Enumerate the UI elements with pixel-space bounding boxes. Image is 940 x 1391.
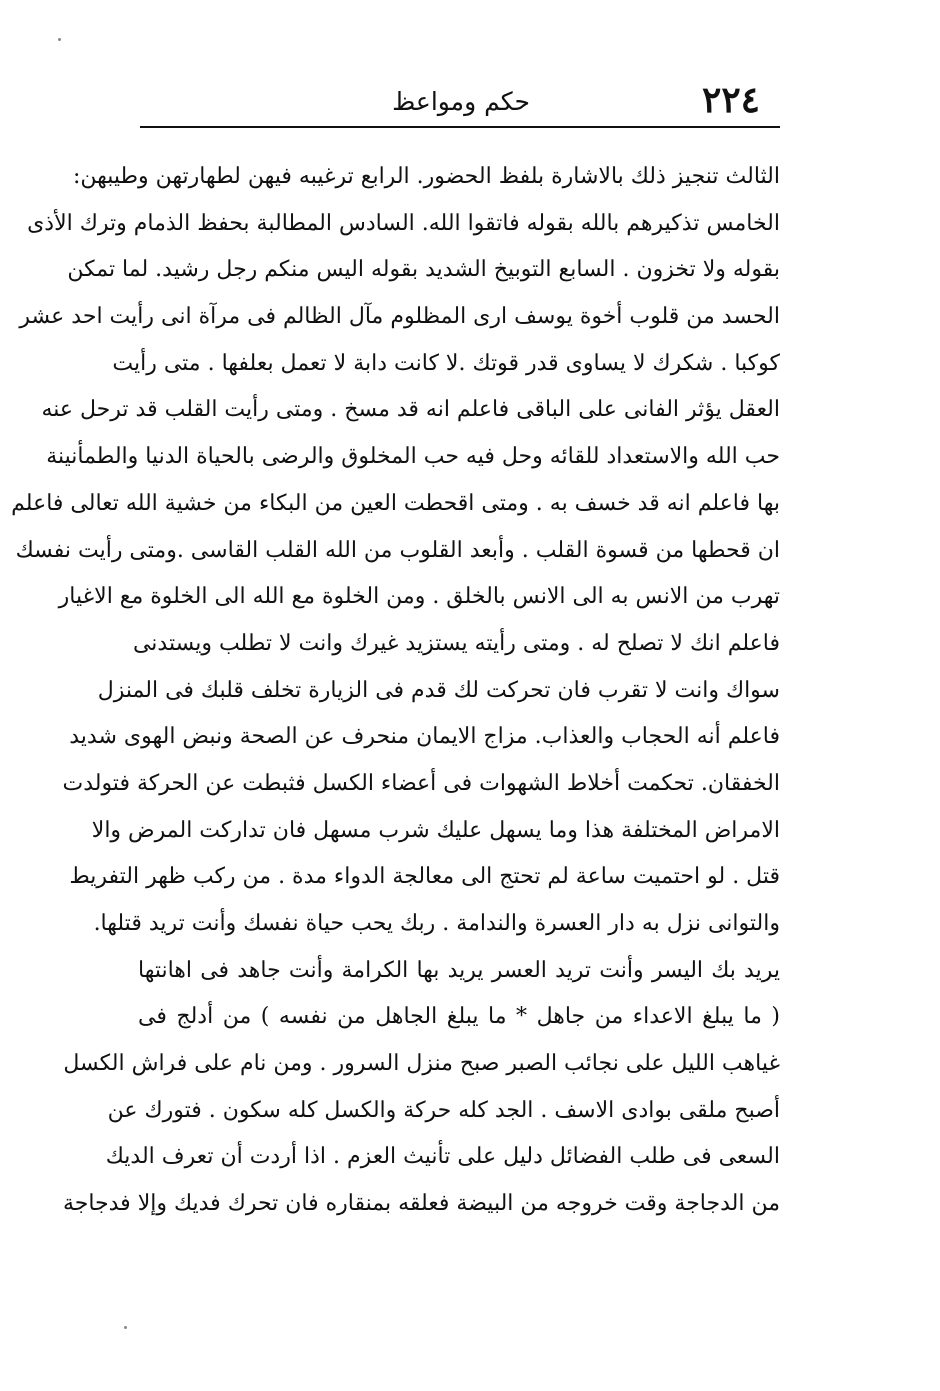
- text-line: ان قحطها من قسوة القلب . وأبعد القلوب من الله القلب القاسى .ومتى رأيت نفسك: [15, 537, 780, 563]
- text-line: العقل يؤثر الفانى على الباقى فاعلم انه قد مسخ . ومتى رأيت القلب قد ترحل عنه: [41, 397, 780, 423]
- text-line: بها فاعلم انه قد خسف به . ومتى اقحطت العين من البكاء من خشية الله تعالى فاعلم: [11, 490, 780, 516]
- text-line: من الدجاجة وقت خروجه من البيضة فعلقه بمنقاره فان تحرك فديك وإلا فدجاجة: [62, 1191, 780, 1217]
- text-line: كوكبا . شكرك لا يساوى قدر قوتك .لا كانت دابة لا تعمل بعلفها . متى رأيت: [112, 350, 780, 376]
- running-title: حكم ومواعظ: [392, 87, 530, 116]
- body-text: [11, 154, 780, 1228]
- page-number: ٢٢٤: [701, 79, 760, 121]
- speck-mark: [124, 1326, 127, 1329]
- text-line: تهرب من الانس به الى الانس بالخلق . ومن الخلوة مع الله الى الخلوة مع الاغيار: [58, 584, 780, 610]
- text-line: حب الله والاستعداد للقائه وحل فيه حب المخلوق والرضى بالحياة الدنيا والطمأنينة: [46, 444, 780, 470]
- text-line: فاعلم أنه الحجاب والعذاب. مزاج الايمان منحرف عن الصحة ونبض الهوى شديد: [69, 724, 780, 750]
- text-line: بقوله ولا تخزون . السابع التوبيخ الشديد بقوله اليس منكم رجل رشيد. لما تمكن: [67, 257, 780, 283]
- speck-mark: [58, 38, 61, 41]
- text-line: فاعلم انك لا تصلح له . ومتى رأيته يستزيد غيرك وانت لا تطلب ويستدنى: [132, 630, 780, 656]
- text-line: الخامس تذكيرهم بالله بقوله فاتقوا الله. السادس المطالبة بحفظ الذمام وترك الأذى: [27, 210, 780, 236]
- text-line: سواك وانت لا تقرب فان تحركت لك قدم فى الزيارة تخلف قلبك فى المنزل: [97, 677, 780, 703]
- verse-line: ( ما يبلغ الاعداء من جاهل * ما يبلغ الجاهل من نفسه ) من أدلج فى: [138, 1004, 780, 1030]
- header-rule: [140, 126, 780, 128]
- text-line: الحسد من قلوب أخوة يوسف ارى المظلوم مآل الظالم فى مرآة انى رأيت احد عشر: [19, 304, 780, 330]
- text-line: أصبح ملقى بوادى الاسف . الجد كله حركة والكسل كله سكون . فتورك عن: [107, 1097, 780, 1123]
- text-line: الثالث تنجيز ذلك بالاشارة بلفظ الحضور. الرابع ترغيبه فيهن لطهارتهن وطيبهن:: [72, 164, 780, 189]
- text-line: غياهب الليل على نجائب الصبر صبح منزل السرور . ومن نام على فراش الكسل: [63, 1051, 780, 1077]
- text-line: السعى فى طلب الفضائل دليل على تأنيث العزم . اذا أردت أن تعرف الديك: [105, 1144, 780, 1170]
- text-line: والتوانى نزل به دار العسرة والندامة . ربك يحب حياة نفسك وأنت تريد قتلها.: [93, 911, 780, 936]
- page-header: [140, 78, 780, 126]
- text-line: الامراض المختلفة هذا وما يسهل عليك شرب مسهل فان تداركت المرض والا: [91, 817, 780, 843]
- text-line: قتل . لو احتميت ساعة لم تحتج الى معالجة الدواء مدة . من ركب ظهر التفريط: [69, 864, 780, 890]
- text-line: يريد بك اليسر وأنت تريد العسر يريد بها الكرامة وأنت جاهد فى اهانتها: [138, 957, 780, 983]
- text-line: الخفقان. تحكمت أخلاط الشهوات فى أعضاء الكسل فثبطت عن الحركة فتولدت: [62, 770, 780, 796]
